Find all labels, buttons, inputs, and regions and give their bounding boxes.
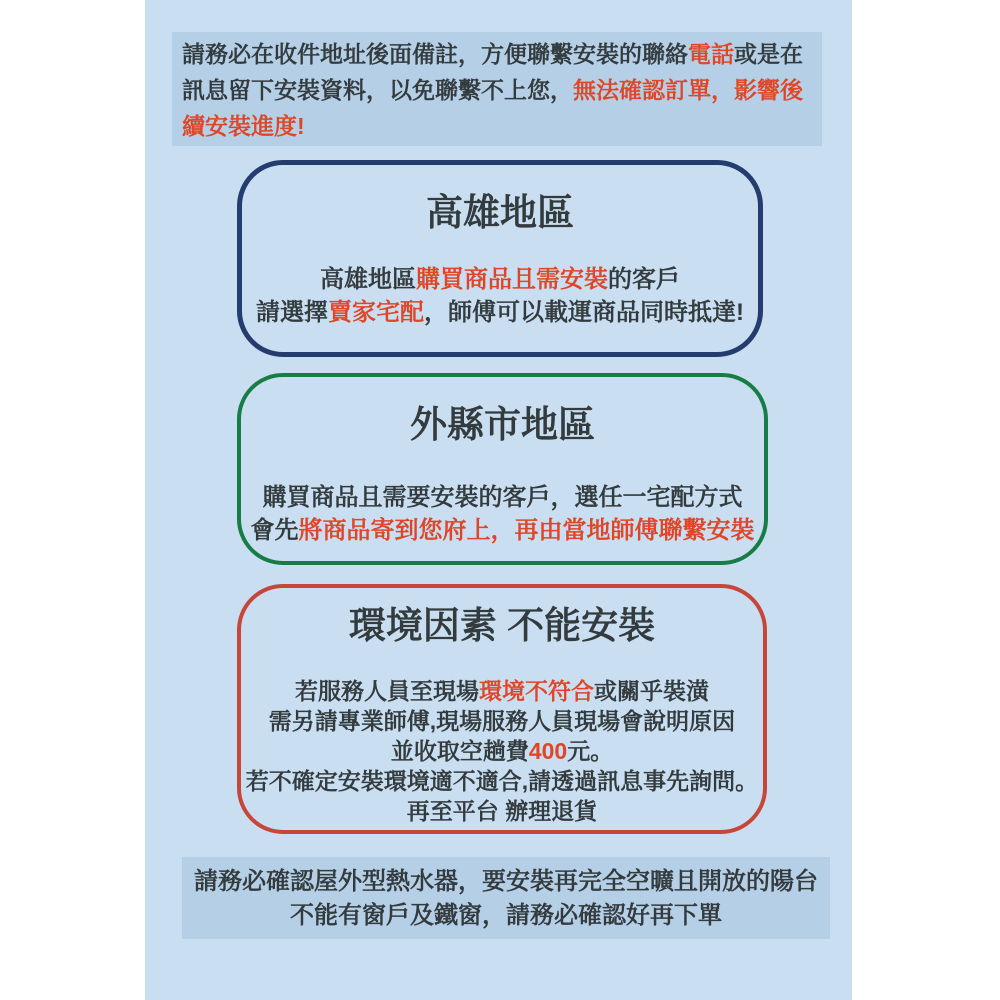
text-segment: 環境不符合: [479, 678, 594, 704]
text-line: [241, 796, 763, 826]
box-title: 環境因素 不能安裝: [348, 605, 656, 646]
box-title: 外縣市地區: [410, 404, 595, 445]
kaohsiung-area-box: [237, 160, 763, 357]
text-line: [241, 514, 764, 547]
text-line: [241, 706, 763, 736]
text-line: [241, 676, 763, 706]
text-line: [182, 108, 812, 144]
text-segment: 或是在: [734, 41, 803, 67]
text-segment: 若不確定安裝環境適不適合,請透過訊息事先詢問。: [245, 768, 759, 794]
text-segment: 請選擇: [256, 299, 328, 326]
text-line: [241, 481, 764, 514]
text-segment: 的客戶: [608, 266, 680, 293]
text-line: [241, 766, 763, 796]
text-segment: 不能有窗戶及鐵窗，請務必確認好再下單: [290, 902, 722, 929]
text-line: [182, 899, 830, 933]
text-segment: 再至平台 辦理退貨: [406, 798, 598, 824]
box-body: [242, 263, 758, 329]
text-segment: 訊息留下安裝資料，以免聯繫不上您，: [182, 77, 573, 103]
text-segment: 元。: [567, 738, 614, 764]
text-segment: 無法確認訂單，影響後: [573, 77, 803, 103]
text-segment: 會先: [250, 517, 299, 544]
box-body: [241, 481, 764, 547]
text-line: [242, 263, 758, 296]
text-segment: 賣家宅配: [328, 299, 424, 326]
environment-cannot-install-box: [237, 584, 767, 834]
text-segment: 並收取空趟費: [390, 738, 529, 764]
text-line: [182, 865, 830, 899]
text-segment: 購買商品且需要安裝的客戶，選任一宅配方式: [262, 484, 743, 511]
text-segment: 購買商品且需安裝: [416, 266, 608, 293]
box-title: 高雄地區: [426, 192, 574, 233]
text-line: [242, 296, 758, 329]
text-segment: 請務必確認屋外型熱水器，要安裝再完全空曠且開放的陽台: [194, 868, 818, 895]
text-segment: 需另請專業師傅,現場服務人員現場會說明原因: [268, 708, 736, 734]
text-line: [182, 36, 812, 72]
other-counties-area-box: [237, 373, 768, 565]
text-segment: 高雄地區: [320, 266, 416, 293]
text-segment: 續安裝進度!: [182, 113, 305, 139]
text-segment: 400: [528, 738, 568, 764]
text-segment: ，師傅可以載運商品同時抵達!: [424, 299, 744, 326]
contact-reminder-note: [172, 32, 822, 146]
text-line: [241, 736, 763, 766]
outdoor-heater-warning-note: [182, 857, 830, 939]
box-body: [241, 676, 763, 826]
poster-background: [145, 0, 852, 1000]
text-segment: 請務必在收件地址後面備註，方便聯繫安裝的聯絡: [182, 41, 688, 67]
text-line: [182, 72, 812, 108]
text-segment: 若服務人員至現場: [295, 678, 479, 704]
text-segment: 或關乎裝潢: [594, 678, 709, 704]
text-segment: 將商品寄到您府上，再由當地師傅聯繫安裝: [298, 517, 755, 544]
text-segment: 電話: [688, 41, 734, 67]
